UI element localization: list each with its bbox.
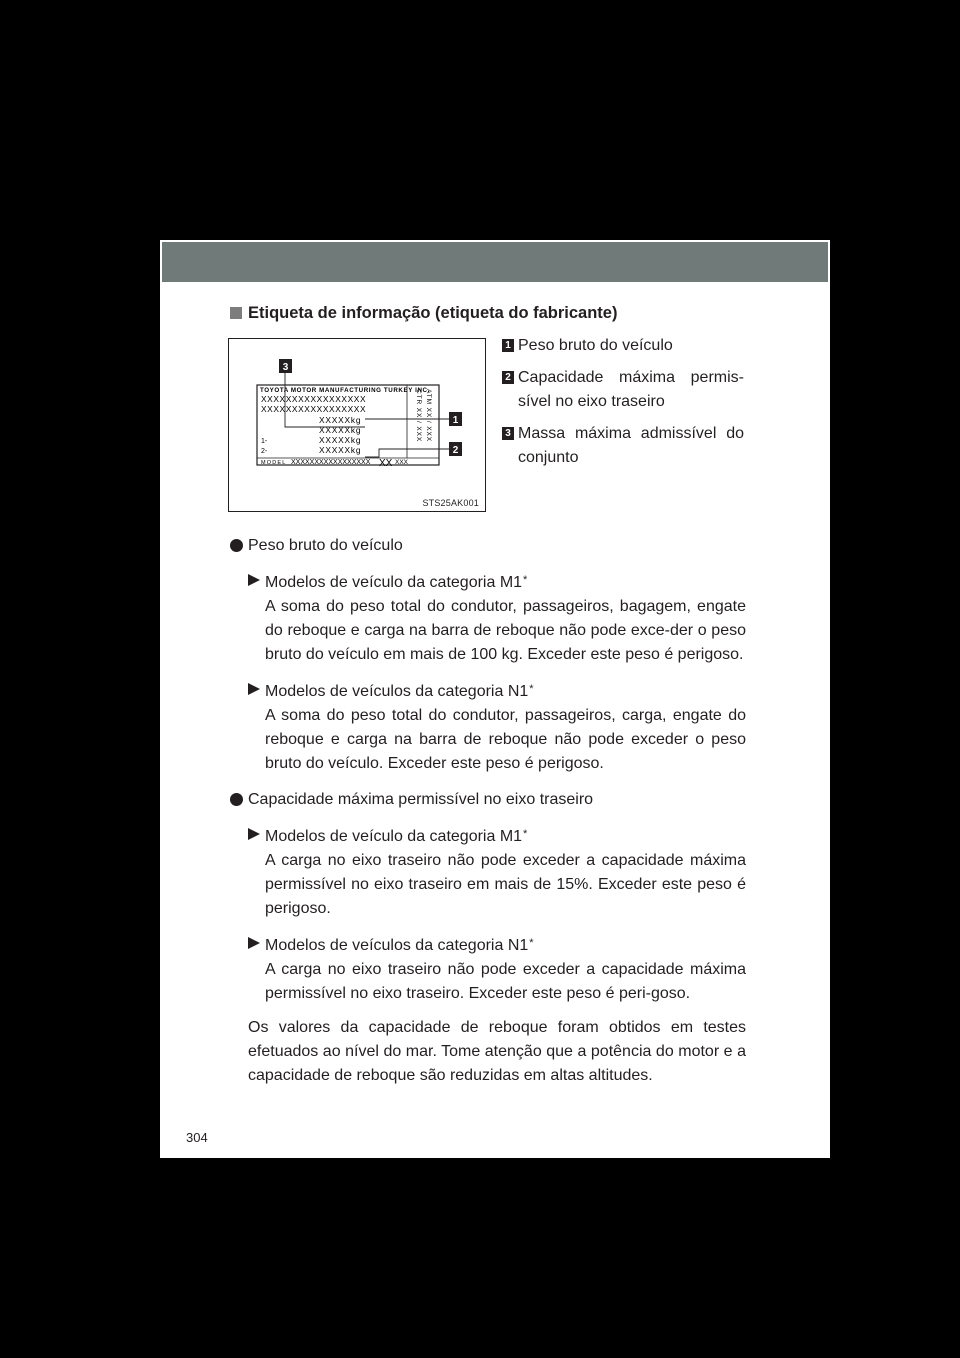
label-row-1: XXXXXXXXXXXXXXXXX — [261, 394, 367, 404]
asterisk: * — [523, 828, 528, 840]
label-row-5: XXXXXkg — [319, 435, 362, 445]
svg-text:2: 2 — [452, 445, 459, 456]
label-row-2: XXXXXXXXXXXXXXXXX — [261, 404, 367, 414]
side-text-atm: ATM XX / XXX — [425, 389, 432, 442]
page-number: 304 — [186, 1130, 208, 1145]
number-1-icon: 1 — [502, 339, 514, 352]
label-row-3: XXXXXkg — [319, 415, 362, 425]
sub-heading-text: Modelos de veículos da categoria N1 — [265, 937, 529, 954]
sub-heading — [248, 822, 746, 849]
figure-legend — [502, 334, 744, 478]
row-prefix-1: 1- — [261, 438, 268, 445]
legend-item — [502, 366, 744, 414]
bullet-heading — [230, 788, 746, 812]
asterisk: * — [529, 937, 534, 949]
bullet-text: Capacidade máxima permissível no eixo traseiro — [248, 791, 594, 808]
triangle-arrow-icon — [248, 574, 260, 586]
figure-code: STS25AK001 — [422, 498, 479, 508]
closing-paragraph: Os valores da capacidade de reboque foram obtidos em testes efetuados ao nível do mar. Tome atenção que a potência do motor e a capacidade de reboque são reduzidas em altas altitudes. — [248, 1019, 746, 1084]
triangle-arrow-icon — [248, 828, 260, 840]
model-value: XXXXXXXXXXXXXXXXX — [291, 459, 371, 466]
header-bar — [162, 242, 828, 282]
section-title — [230, 304, 617, 323]
label-illustration — [229, 339, 485, 511]
model-suffix-large: XX — [379, 458, 393, 469]
side-text-ctr: CTR XX / XXX — [415, 389, 422, 443]
row-prefix-2: 2- — [261, 448, 268, 455]
number-3-icon: 3 — [502, 427, 514, 440]
triangle-arrow-icon — [248, 683, 260, 695]
label-header-text: TOYOTA MOTOR MANUFACTURING TURKEY INC. — [260, 387, 430, 394]
bullet-section — [230, 788, 746, 1006]
square-bullet-icon — [230, 307, 242, 319]
section-title-text: Etiqueta de informação (etiqueta do fabricante) — [248, 304, 618, 322]
number-2-icon: 2 — [502, 371, 514, 384]
svg-text:3: 3 — [282, 362, 289, 373]
asterisk: * — [523, 574, 528, 586]
legend-text: Massa máxima admissível do conjunto — [518, 425, 744, 466]
sub-heading-text: Modelos de veículo da categoria M1 — [265, 574, 523, 591]
asterisk: * — [529, 683, 534, 695]
legend-text: Peso bruto do veículo — [518, 337, 673, 354]
paragraph: A soma do peso total do condutor, passageiros, carga, engate do reboque e carga na barra de reboque não pode exceder o peso bruto do veículo. Exceder este peso é perigoso. — [265, 707, 746, 772]
paragraph: A soma do peso total do condutor, passageiros, bagagem, engate do reboque e carga na barra de reboque não pode exce-der o peso bruto do veículo em mais de 100 kg. Exceder este peso é perigoso. — [265, 598, 746, 663]
legend-item — [502, 334, 744, 358]
triangle-arrow-icon — [248, 937, 260, 949]
bullet-text: Peso bruto do veículo — [248, 537, 403, 554]
body-text — [230, 522, 746, 1088]
paragraph: A carga no eixo traseiro não pode exceder a capacidade máxima permissível no eixo traseiro em mais de 15%. Exceder este peso é perigoso. — [265, 852, 746, 917]
legend-text: Capacidade máxima permis-sível no eixo traseiro — [518, 369, 744, 410]
label-figure — [228, 338, 486, 512]
svg-text:1: 1 — [452, 415, 459, 426]
round-bullet-icon — [230, 793, 243, 806]
sub-heading — [248, 677, 746, 704]
round-bullet-icon — [230, 539, 243, 552]
paragraph: A carga no eixo traseiro não pode exceder a capacidade máxima permissível no eixo traseiro. Exceder este peso é peri-goso. — [265, 961, 746, 1002]
sub-heading-text: Modelos de veículo da categoria M1 — [265, 828, 523, 845]
label-row-6: XXXXXkg — [319, 445, 362, 455]
legend-item — [502, 422, 744, 470]
model-suffix-small: XXX — [395, 459, 409, 466]
bullet-heading — [230, 534, 746, 558]
sub-heading — [248, 568, 746, 595]
model-label: MODEL — [261, 460, 287, 466]
label-row-4: XXXXXkg — [319, 425, 362, 435]
manual-page — [160, 240, 830, 1158]
sub-heading-text: Modelos de veículos da categoria N1 — [265, 683, 529, 700]
sub-heading — [248, 931, 746, 958]
bullet-section — [230, 534, 746, 776]
